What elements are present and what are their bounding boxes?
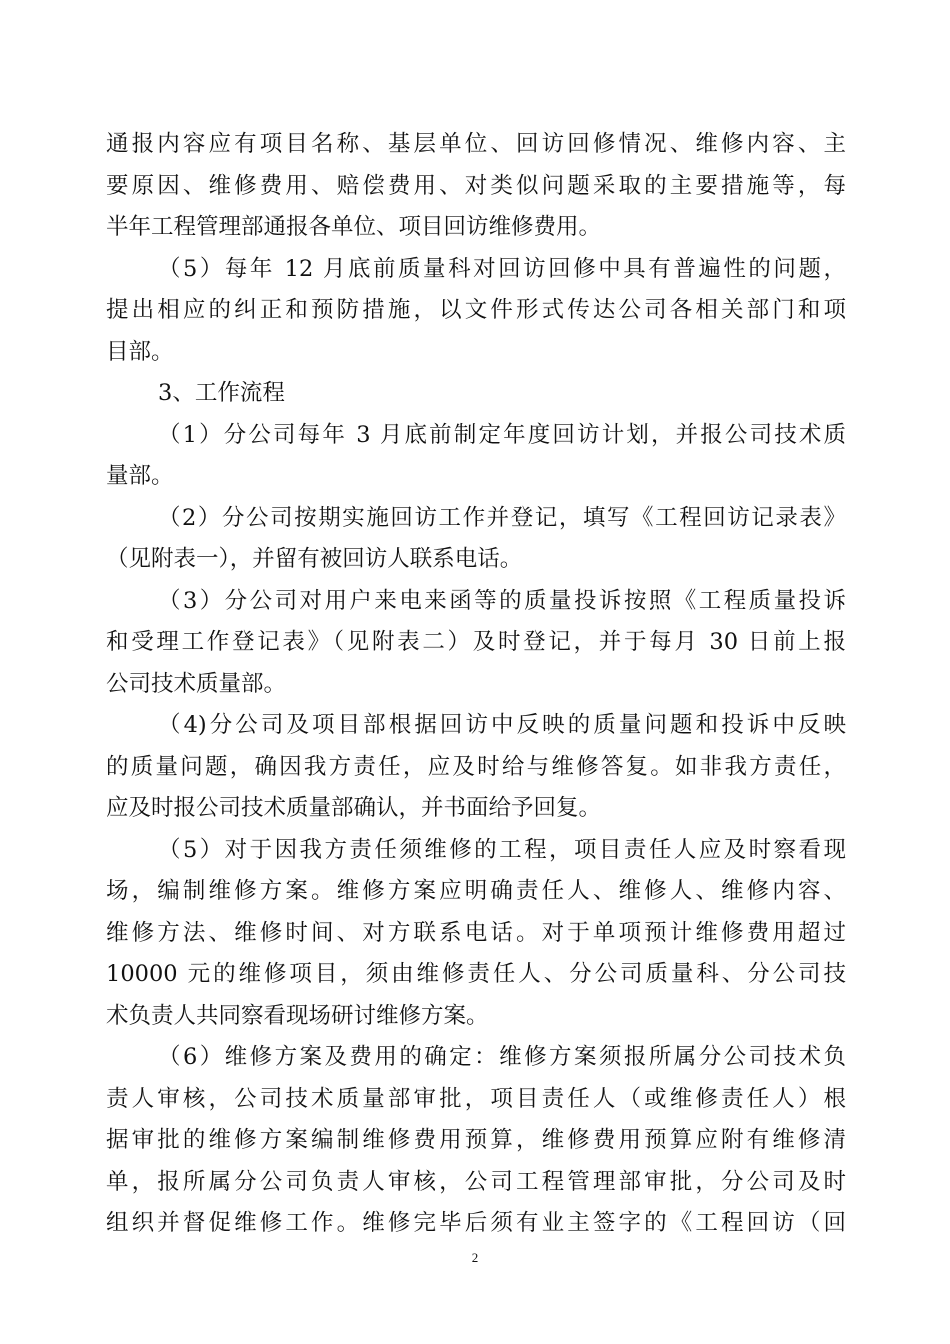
text-line: （2）分公司按期实施回访工作并登记，填写《工程回访记录表》 <box>158 504 846 531</box>
document-body <box>106 124 846 1245</box>
page-number: 2 <box>471 1250 479 1265</box>
text-line: 公司技术质量部。 <box>106 670 287 697</box>
text-line: （3）分公司对用户来电来函等的质量投诉按照《工程质量投诉 <box>158 587 846 614</box>
text-line: 量部。 <box>106 463 174 489</box>
text-line: 要原因、维修费用、赔偿费用、对类似问题采取的主要措施等，每 <box>106 172 846 199</box>
text-line: （1）分公司每年 3 月底前制定年度回访计划，并报公司技术质 <box>158 421 846 448</box>
text-line: 目部。 <box>106 338 174 365</box>
text-line: 提出相应的纠正和预防措施，以文件形式传达公司各相关部门和项 <box>106 297 846 323</box>
text-line: （6）维修方案及费用的确定：维修方案须报所属分公司技术负 <box>158 1044 846 1070</box>
text-line: 术负责人共同察看现场研讨维修方案。 <box>106 1002 489 1029</box>
text-line: （5）每年 12 月底前质量科对回访回修中具有普遍性的问题， <box>158 255 846 282</box>
text-line: 单，报所属分公司负责人审核，公司工程管理部审批，分公司及时 <box>106 1168 846 1195</box>
text-line: 据审批的维修方案编制维修费用预算，维修费用预算应附有维修清 <box>106 1127 846 1153</box>
text-line: 通报内容应有项目名称、基层单位、回访回修情况、维修内容、主 <box>106 131 846 157</box>
text-line: 责人审核，公司技术质量部审批，项目责任人（或维修责任人）根 <box>106 1085 846 1112</box>
text-line: 维修方法、维修时间、对方联系电话。对于单项预计维修费用超过 <box>106 919 846 946</box>
text-line: 应及时报公司技术质量部确认，并书面给予回复。 <box>106 795 602 821</box>
text-line: 组织并督促维修工作。维修完毕后须有业主签字的《工程回访（回 <box>106 1210 846 1236</box>
text-line: （5）对于因我方责任须维修的工程，项目责任人应及时察看现 <box>158 836 846 863</box>
text-line: 半年工程管理部通报各单位、项目回访维修费用。 <box>106 214 602 240</box>
text-line: 和受理工作登记表》（见附表二）及时登记，并于每月 30 日前上报 <box>106 629 846 655</box>
text-line: （4)分公司及项目部根据回访中反映的质量问题和投诉中反映 <box>158 712 846 738</box>
text-line: 10000 元的维修项目，须由维修责任人、分公司质量科、分公司技 <box>106 961 846 987</box>
text-line: 的质量问题，确因我方责任，应及时给与维修答复。如非我方责任， <box>106 753 846 780</box>
section-heading: 3、工作流程 <box>158 380 285 406</box>
text-line: （见附表一），并留有被回访人联系电话。 <box>106 546 523 572</box>
text-line: 场，编制维修方案。维修方案应明确责任人、维修人、维修内容、 <box>106 878 846 904</box>
